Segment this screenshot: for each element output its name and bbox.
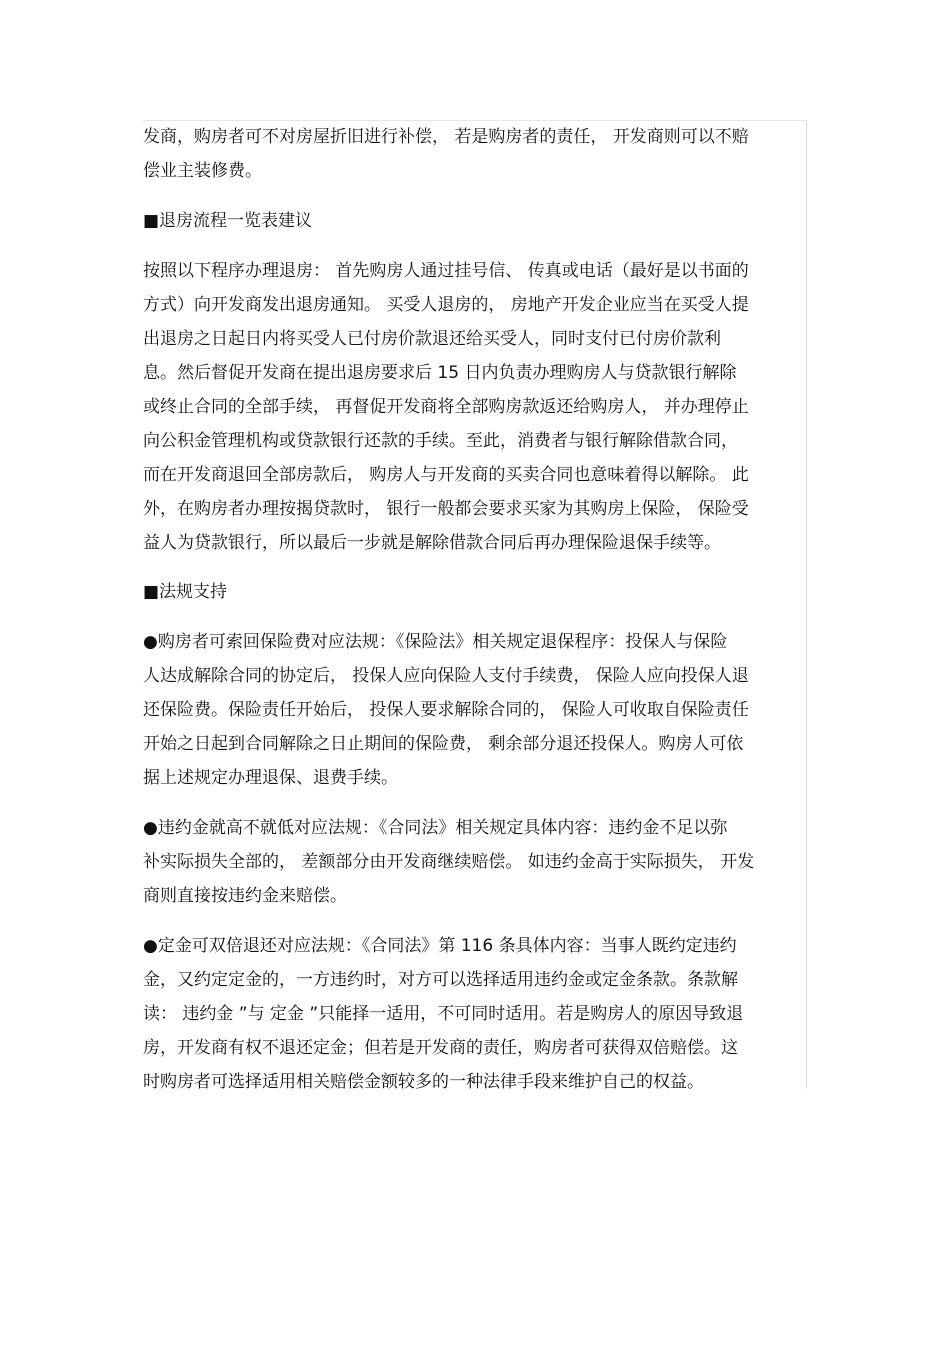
text-line: 或终止合同的全部手续， 再督促开发商将全部购房款返还给购房人， 并办理停止 (143, 397, 749, 417)
text-line: 据上述规定办理退保、退费手续。 (143, 768, 398, 788)
text-line: 按照以下程序办理退房： 首先购房人通过挂号信、 传真或电话（最好是以书面的 (143, 261, 749, 281)
text-line: 还保险费。保险责任开始后， 投保人要求解除合同的， 保险人可收取自保险责任 (143, 700, 749, 720)
text-line: 偿业主装修费。 (143, 161, 262, 181)
text-line: 向公积金管理机构或贷款银行还款的手续。至此，消费者与银行解除借款合同， (143, 431, 738, 451)
text-line: 外，在购房者办理按揭贷款时， 银行一般都会要求买家为其购房上保险， 保险受 (143, 499, 749, 519)
text-line: 商则直接按违约金来赔偿。 (143, 886, 347, 906)
text-line: 益人为贷款银行，所以最后一步就是解除借款合同后再办理保险退保手续等。 (143, 533, 721, 553)
text-line: ●违约金就高不就低对应法规：《合同法》相关规定具体内容：违约金不足以弥 (143, 818, 728, 838)
text-line: 时购房者可选择适用相关赔偿金额较多的一种法律手段来维护自己的权益。 (143, 1072, 704, 1092)
text-line: 读： 违约金 ”与 定金 ”只能择一适用，不可同时适用。若是购房人的原因导致退 (143, 1004, 744, 1024)
text-line: 而在开发商退回全部房款后， 购房人与开发商的买卖合同也意味着得以解除。 此 (143, 465, 749, 485)
text-line: 方式）向开发商发出退房通知。 买受人退房的， 房地产开发企业应当在买受人提 (143, 295, 749, 315)
text-line: 补实际损失全部的， 差额部分由开发商继续赔偿。 如违约金高于实际损失， 开发 (143, 852, 755, 872)
text-line: ●定金可双倍退还对应法规：《合同法》第 116 条具体内容：当事人既约定违约 (143, 936, 737, 956)
text-line: 人达成解除合同的协定后， 投保人应向保险人支付手续费， 保险人应向投保人退 (143, 666, 749, 686)
text-line: ●购房者可索回保险费对应法规：《保险法》相关规定退保程序：投保人与保险 (143, 632, 728, 652)
text-line: 发商，购房者可不对房屋折旧进行补偿， 若是购房者的责任， 开发商则可以不赔 (143, 127, 749, 147)
text-line: 开始之日起到合同解除之日止期间的保险费， 剩余部分退还投保人。购房人可依 (143, 734, 744, 754)
section-heading: ■法规支持 (143, 582, 228, 602)
text-line: 出退房之日起日内将买受人已付房价款退还给买受人，同时支付已付房价款利 (143, 329, 721, 349)
section-heading: ■退房流程一览表建议 (143, 211, 313, 231)
text-line: 息。然后督促开发商在提出退房要求后 15 日内负责办理购房人与贷款银行解除 (143, 363, 737, 383)
text-line: 金，又约定定金的，一方违约时，对方可以选择适用违约金或定金条款。条款解 (143, 970, 738, 990)
text-line: 房，开发商有权不退还定金；但若是开发商的责任，购房者可获得双倍赔偿。这 (143, 1038, 738, 1058)
